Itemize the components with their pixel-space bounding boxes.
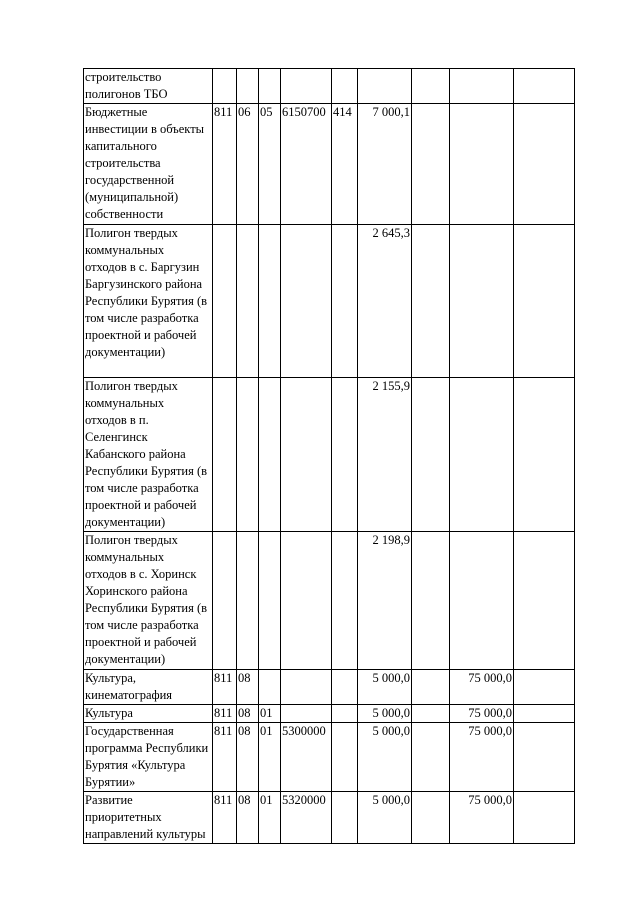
code-cell bbox=[259, 670, 281, 705]
amount-cell bbox=[514, 104, 575, 225]
code-cell bbox=[259, 378, 281, 532]
amount-cell: 5 000,0 bbox=[358, 723, 412, 792]
code-cell: 01 bbox=[259, 705, 281, 723]
code-cell: 811 bbox=[213, 792, 237, 844]
amount-cell bbox=[514, 378, 575, 532]
code-cell bbox=[213, 378, 237, 532]
amount-cell: 2 155,9 bbox=[358, 378, 412, 532]
code-cell: 05 bbox=[259, 104, 281, 225]
amount-cell bbox=[412, 104, 450, 225]
code-cell bbox=[281, 69, 332, 104]
amount-cell bbox=[412, 723, 450, 792]
code-cell bbox=[281, 532, 332, 670]
table-row bbox=[84, 670, 575, 705]
code-cell: 811 bbox=[213, 104, 237, 225]
code-cell bbox=[213, 69, 237, 104]
code-cell bbox=[332, 723, 358, 792]
code-cell: 811 bbox=[213, 723, 237, 792]
amount-cell bbox=[412, 532, 450, 670]
code-cell bbox=[213, 225, 237, 378]
table-row bbox=[84, 104, 575, 225]
code-cell: 6150700 bbox=[281, 104, 332, 225]
amount-cell bbox=[450, 532, 514, 670]
amount-cell: 5 000,0 bbox=[358, 670, 412, 705]
amount-cell: 2 645,3 bbox=[358, 225, 412, 378]
code-cell bbox=[281, 225, 332, 378]
amount-cell bbox=[514, 69, 575, 104]
code-cell: 08 bbox=[237, 792, 259, 844]
code-cell: 08 bbox=[237, 670, 259, 705]
code-cell bbox=[259, 532, 281, 670]
code-cell: 08 bbox=[237, 705, 259, 723]
amount-cell: 7 000,1 bbox=[358, 104, 412, 225]
code-cell: 414 bbox=[332, 104, 358, 225]
code-cell bbox=[281, 705, 332, 723]
row-name-cell: Культура, кинематография bbox=[84, 670, 213, 705]
code-cell: 06 bbox=[237, 104, 259, 225]
code-cell bbox=[259, 69, 281, 104]
code-cell bbox=[213, 532, 237, 670]
amount-cell: 2 198,9 bbox=[358, 532, 412, 670]
amount-cell bbox=[412, 705, 450, 723]
code-cell bbox=[332, 69, 358, 104]
code-cell bbox=[332, 532, 358, 670]
code-cell: 811 bbox=[213, 670, 237, 705]
code-cell: 5300000 bbox=[281, 723, 332, 792]
amount-cell bbox=[514, 705, 575, 723]
code-cell bbox=[281, 378, 332, 532]
code-cell: 01 bbox=[259, 723, 281, 792]
row-name-cell: Культура bbox=[84, 705, 213, 723]
table-row bbox=[84, 532, 575, 670]
amount-cell: 75 000,0 bbox=[450, 670, 514, 705]
amount-cell bbox=[450, 225, 514, 378]
amount-cell bbox=[514, 670, 575, 705]
table-row bbox=[84, 705, 575, 723]
amount-cell bbox=[412, 670, 450, 705]
code-cell bbox=[237, 225, 259, 378]
row-name-cell: Бюджетные инвестиции в объекты капитального строительства государственной (муниципальной) собственности bbox=[84, 104, 213, 225]
code-cell bbox=[237, 378, 259, 532]
row-name-cell: Полигон твердых коммунальных отходов в п. Селенгинск Кабанского района Республики Бурятия (в том числе разработка проектной и рабочей документации) bbox=[84, 378, 213, 532]
row-name-cell: Развитие приоритетных направлений культуры bbox=[84, 792, 213, 844]
amount-cell: 75 000,0 bbox=[450, 705, 514, 723]
code-cell bbox=[281, 670, 332, 705]
amount-cell bbox=[450, 104, 514, 225]
table-row bbox=[84, 723, 575, 792]
amount-cell bbox=[514, 723, 575, 792]
row-name-cell: Полигон твердых коммунальных отходов в с. Баргузин Баргузинского района Республики Бурятия (в том числе разработка проектной и рабочей документации) bbox=[84, 225, 213, 378]
budget-table bbox=[83, 68, 575, 844]
amount-cell bbox=[450, 378, 514, 532]
table-row bbox=[84, 792, 575, 844]
amount-cell: 5 000,0 bbox=[358, 705, 412, 723]
amount-cell bbox=[412, 378, 450, 532]
code-cell bbox=[332, 225, 358, 378]
amount-cell bbox=[412, 225, 450, 378]
code-cell: 01 bbox=[259, 792, 281, 844]
code-cell: 08 bbox=[237, 723, 259, 792]
code-cell: 811 bbox=[213, 705, 237, 723]
amount-cell bbox=[514, 225, 575, 378]
amount-cell: 75 000,0 bbox=[450, 792, 514, 844]
amount-cell: 75 000,0 bbox=[450, 723, 514, 792]
code-cell bbox=[332, 705, 358, 723]
amount-cell bbox=[412, 69, 450, 104]
code-cell bbox=[237, 69, 259, 104]
code-cell bbox=[259, 225, 281, 378]
code-cell: 5320000 bbox=[281, 792, 332, 844]
row-name-cell: Полигон твердых коммунальных отходов в с. Хоринск Хоринского района Республики Бурятия (в том числе разработка проектной и рабочей документации) bbox=[84, 532, 213, 670]
code-cell bbox=[332, 670, 358, 705]
amount-cell bbox=[514, 532, 575, 670]
row-name-cell: Государственная программа Республики Бурятия «Культура Бурятии» bbox=[84, 723, 213, 792]
amount-cell bbox=[412, 792, 450, 844]
table-row bbox=[84, 69, 575, 104]
code-cell bbox=[237, 532, 259, 670]
amount-cell bbox=[358, 69, 412, 104]
table-body bbox=[84, 69, 575, 844]
amount-cell bbox=[450, 69, 514, 104]
table-row bbox=[84, 378, 575, 532]
amount-cell: 5 000,0 bbox=[358, 792, 412, 844]
amount-cell bbox=[514, 792, 575, 844]
row-name-cell: строительство полигонов ТБО bbox=[84, 69, 213, 104]
code-cell bbox=[332, 378, 358, 532]
table-row bbox=[84, 225, 575, 378]
code-cell bbox=[332, 792, 358, 844]
